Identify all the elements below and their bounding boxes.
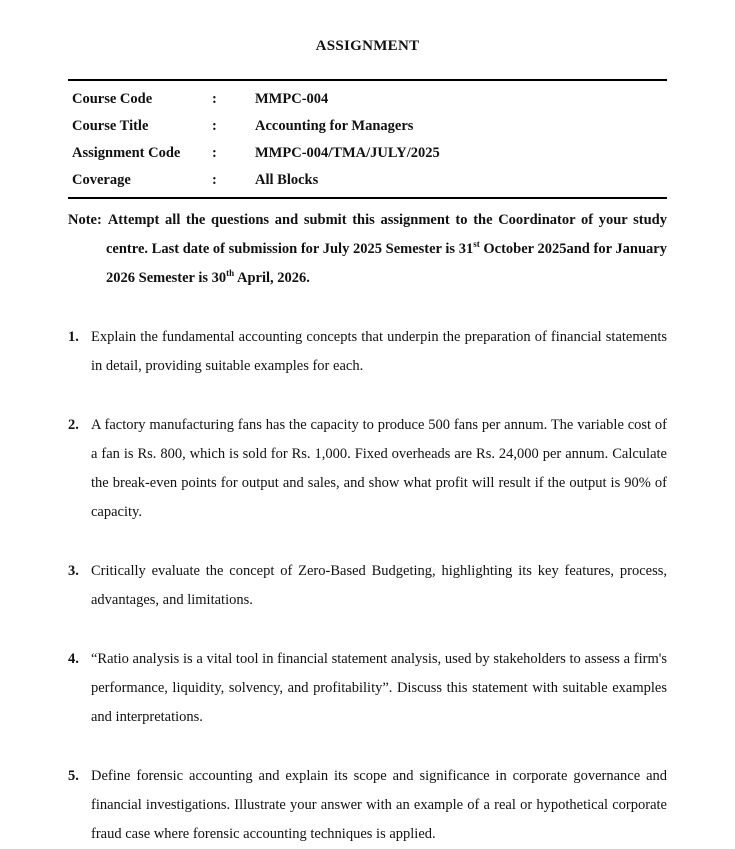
question-item-3: [68, 557, 667, 615]
question-item-5: [68, 762, 667, 849]
ordinal-suffix-th: th: [226, 268, 235, 279]
row-separator: :: [212, 145, 217, 161]
question-number: 4.: [68, 651, 79, 667]
row-separator: :: [212, 172, 217, 188]
row-label: Coverage: [72, 172, 131, 188]
row-separator: :: [212, 91, 217, 107]
row-value: MMPC-004: [255, 91, 329, 107]
course-info-table: [68, 79, 667, 199]
question-item-2: [68, 411, 667, 527]
row-value: MMPC-004/TMA/JULY/2025: [255, 145, 440, 161]
question-text: “Ratio analysis is a vital tool in financial statement analysis, used by stakeholders to assess a firm's performance, liquidity, solvency, and profitability”. Discuss this statement with suitable examples and interpretations.: [91, 651, 667, 725]
question-number: 5.: [68, 768, 79, 784]
row-value: All Blocks: [255, 172, 319, 188]
question-text: A factory manufacturing fans has the capacity to produce 500 fans per annum. The variable cost of a fan is Rs. 800, which is sold for Rs. 1,000. Fixed overheads are Rs. 24,000 per annum. Calculate the break-even points for output and sales, and show what profit will result if the output is 90% of capacity.: [91, 417, 667, 520]
question-text: Define forensic accounting and explain its scope and significance in corporate governance and financial investigations. Illustrate your answer with an example of a real or hypothetical corporate fraud case where forensic accounting techniques is applied.: [91, 768, 667, 842]
question-number: 1.: [68, 329, 79, 345]
row-label: Course Title: [72, 118, 149, 134]
question-item-1: [68, 323, 667, 381]
ordinal-suffix-st: st: [473, 239, 480, 250]
row-separator: :: [212, 118, 217, 134]
note-text-1: Attempt all the questions and submit this assignment to the Coordinator of your study centre. Last date of submission for July 2025 Semester is 31: [106, 212, 667, 257]
table-row-course-title: [68, 113, 667, 140]
table-row-course-code: [68, 86, 667, 113]
question-text: Critically evaluate the concept of Zero-Based Budgeting, highlighting its key features, process, advantages, and limitations.: [91, 563, 667, 608]
note-label: Note:: [68, 212, 102, 228]
submission-note: [68, 206, 667, 293]
page-title: ASSIGNMENT: [315, 38, 420, 54]
table-row-assignment-code: [68, 140, 667, 167]
row-value: Accounting for Managers: [255, 118, 414, 134]
table-row-coverage: [68, 167, 667, 194]
row-label: Course Code: [72, 91, 153, 107]
note-text-3: April, 2026.: [234, 270, 310, 286]
question-list: [68, 323, 667, 849]
question-number: 3.: [68, 563, 79, 579]
question-text: Explain the fundamental accounting concepts that underpin the preparation of financial statements in detail, providing suitable examples for each.: [91, 329, 667, 374]
question-item-4: [68, 645, 667, 732]
question-number: 2.: [68, 417, 79, 433]
row-label: Assignment Code: [72, 145, 181, 161]
note-text-2: October 2025and for January 2026 Semester is 30: [106, 241, 667, 286]
